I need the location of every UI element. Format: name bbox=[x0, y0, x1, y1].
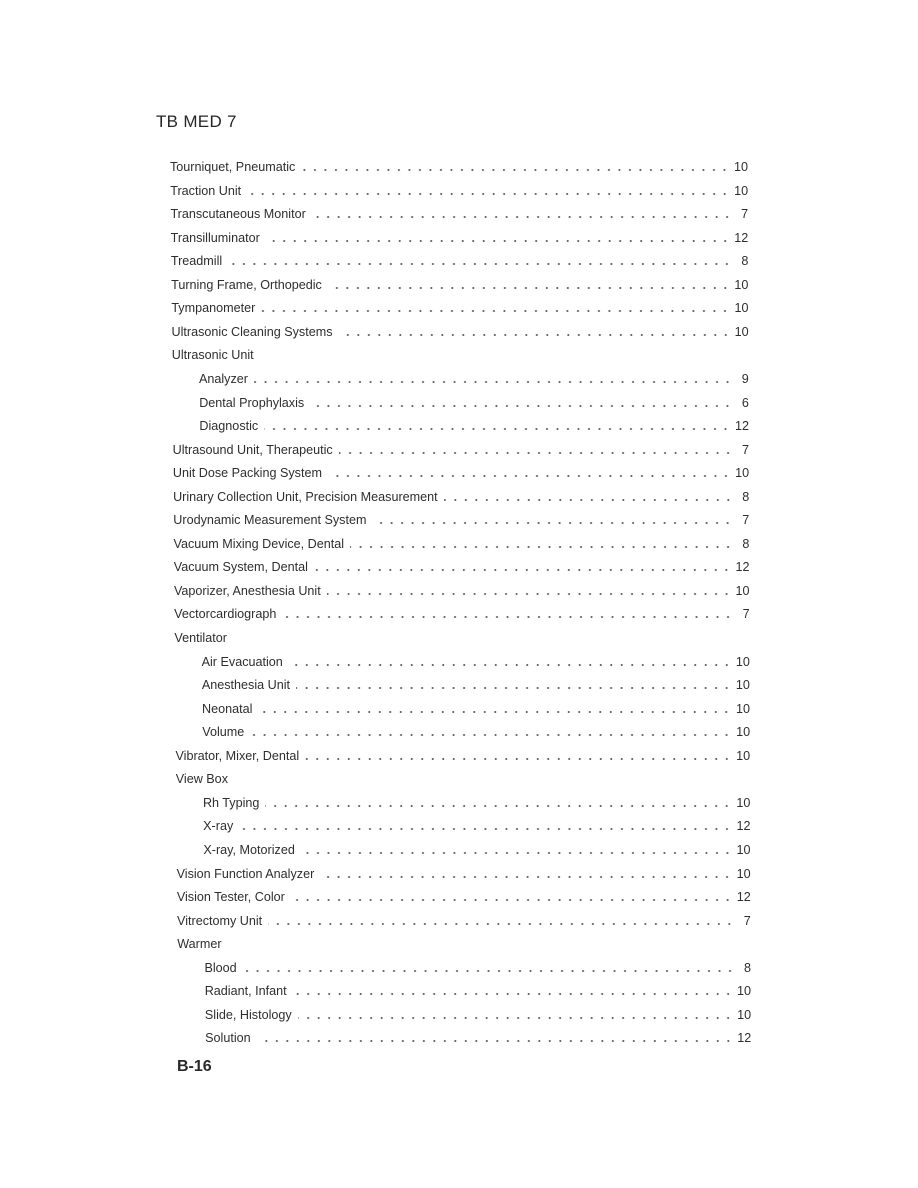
entry-page-number: 10 bbox=[734, 277, 749, 292]
entry-page-number: 10 bbox=[734, 183, 749, 198]
index-entry bbox=[177, 910, 751, 928]
entry-label: Transcutaneous Monitor bbox=[170, 207, 306, 222]
index-entry bbox=[170, 180, 748, 198]
index-heading bbox=[177, 933, 751, 951]
entry-label: Dental Prophylaxis bbox=[199, 395, 305, 410]
entry-page-number: 10 bbox=[736, 748, 751, 763]
dot-leader bbox=[289, 655, 732, 667]
entry-label: Treadmill bbox=[170, 254, 223, 269]
dot-leader bbox=[293, 984, 733, 996]
dot-leader bbox=[239, 819, 732, 831]
entry-label: Transilluminator bbox=[170, 230, 260, 245]
dot-leader bbox=[247, 184, 730, 196]
entry-label: Ultrasonic Cleaning Systems bbox=[171, 324, 333, 339]
dot-leader bbox=[328, 278, 731, 290]
index-entry bbox=[171, 274, 748, 292]
entry-label: Vacuum Mixing Device, Dental bbox=[173, 536, 345, 551]
entry-label: Neonatal bbox=[202, 701, 253, 716]
entry-page-number: 10 bbox=[737, 984, 752, 999]
index-entry bbox=[176, 745, 751, 763]
dot-leader bbox=[444, 490, 734, 502]
dot-leader bbox=[314, 560, 732, 572]
entry-page-number: 7 bbox=[742, 442, 750, 457]
entry-label: Analyzer bbox=[198, 371, 248, 386]
entry-label: Vitrectomy Unit bbox=[177, 913, 263, 928]
entry-label: Slide, Histology bbox=[204, 1007, 292, 1022]
index-heading bbox=[174, 627, 749, 645]
entry-label: Turning Frame, Orthopedic bbox=[171, 277, 322, 292]
index-entry bbox=[199, 392, 749, 410]
index-entry bbox=[174, 603, 749, 621]
entry-page-number: 12 bbox=[734, 419, 749, 434]
index-entry bbox=[173, 439, 749, 457]
dot-leader bbox=[339, 325, 731, 337]
entry-page-number: 7 bbox=[743, 913, 751, 928]
document-header: TB MED 7 bbox=[156, 112, 237, 131]
dot-leader bbox=[268, 914, 735, 926]
entry-page-number: 9 bbox=[741, 371, 749, 386]
entry-label: Ultrasonic Unit bbox=[171, 348, 254, 363]
dot-leader bbox=[312, 207, 732, 219]
entry-label: Tourniquet, Pneumatic bbox=[170, 160, 296, 174]
dot-leader bbox=[320, 867, 732, 879]
entry-page-number: 10 bbox=[735, 583, 750, 598]
index-entry bbox=[174, 580, 750, 598]
entry-page-number: 10 bbox=[736, 795, 751, 810]
entry-page-number: 10 bbox=[735, 654, 750, 669]
dot-leader bbox=[258, 702, 732, 714]
dot-leader bbox=[350, 537, 733, 549]
entry-label: Ventilator bbox=[174, 631, 227, 645]
entry-label: X-ray bbox=[203, 819, 234, 834]
entry-label: Rh Typing bbox=[202, 795, 260, 810]
entry-page-number: 10 bbox=[735, 466, 750, 481]
entry-label: View Box bbox=[175, 772, 228, 787]
entry-label: Ultrasound Unit, Therapeutic bbox=[172, 442, 333, 457]
page-number: B-16 bbox=[177, 1058, 212, 1075]
dot-leader bbox=[282, 607, 733, 619]
index-heading bbox=[176, 768, 751, 786]
index-entry bbox=[170, 156, 748, 174]
index-entry bbox=[202, 651, 750, 669]
dot-leader bbox=[265, 796, 732, 808]
dot-leader bbox=[339, 443, 733, 455]
entry-label: Air Evacuation bbox=[201, 654, 283, 669]
entry-page-number: 7 bbox=[741, 207, 749, 222]
index-entry bbox=[172, 321, 749, 339]
dot-leader bbox=[296, 678, 732, 690]
dot-leader bbox=[301, 160, 730, 172]
entry-label: Vaporizer, Anesthesia Unit bbox=[173, 583, 321, 598]
index-entry bbox=[171, 250, 748, 268]
index-entry bbox=[204, 957, 751, 975]
dot-leader bbox=[372, 513, 733, 525]
entry-page-number: 12 bbox=[736, 819, 751, 834]
index-entry bbox=[171, 297, 748, 315]
entry-label: Diagnostic bbox=[199, 419, 259, 434]
index-entry bbox=[177, 863, 751, 881]
entry-label: Urinary Collection Unit, Precision Measurement bbox=[173, 489, 438, 504]
dot-leader bbox=[264, 419, 731, 431]
entry-label: Vibrator, Mixer, Dental bbox=[175, 748, 300, 763]
dot-leader bbox=[266, 231, 730, 243]
entry-label: Vision Tester, Color bbox=[176, 890, 285, 905]
dot-leader bbox=[261, 301, 730, 313]
dot-leader bbox=[327, 584, 732, 596]
index-entry bbox=[199, 415, 749, 433]
index-entry bbox=[171, 227, 749, 245]
entry-page-number: 8 bbox=[742, 489, 750, 504]
entry-label: Volume bbox=[202, 725, 245, 740]
dot-leader bbox=[291, 890, 733, 902]
index-entry bbox=[173, 486, 749, 504]
index-entry bbox=[202, 721, 750, 739]
dot-leader bbox=[310, 396, 733, 408]
index-entry bbox=[203, 839, 750, 857]
entry-page-number: 12 bbox=[735, 560, 750, 575]
index-entry bbox=[203, 792, 750, 810]
entry-label: Vacuum System, Dental bbox=[173, 560, 308, 575]
index-entry bbox=[174, 556, 750, 574]
entry-label: Unit Dose Packing System bbox=[172, 466, 322, 481]
index-entry bbox=[202, 698, 750, 716]
dot-leader bbox=[254, 372, 733, 384]
index-entry bbox=[177, 886, 751, 904]
entry-page-number: 10 bbox=[733, 160, 748, 174]
index-entry bbox=[203, 815, 750, 833]
entry-page-number: 10 bbox=[736, 842, 751, 857]
dot-leader bbox=[298, 1008, 733, 1020]
entry-page-number: 12 bbox=[737, 1031, 752, 1046]
dot-leader bbox=[250, 725, 732, 737]
entry-label: Urodynamic Measurement System bbox=[173, 513, 367, 528]
entry-label: X-ray, Motorized bbox=[203, 842, 295, 857]
index-entry bbox=[173, 509, 749, 527]
entry-label: Solution bbox=[205, 1031, 251, 1046]
dot-leader bbox=[257, 1031, 734, 1043]
entry-page-number: 6 bbox=[741, 395, 749, 410]
entry-label: Traction Unit bbox=[170, 183, 242, 198]
index-heading bbox=[172, 344, 749, 362]
entry-page-number: 10 bbox=[734, 324, 749, 339]
index-entry bbox=[174, 533, 750, 551]
entry-label: Vectorcardiograph bbox=[174, 607, 277, 622]
entry-page-number: 10 bbox=[736, 725, 751, 740]
entry-label: Radiant, Infant bbox=[204, 984, 287, 999]
index-entry bbox=[205, 1027, 751, 1045]
index-entry bbox=[205, 980, 751, 998]
entry-label: Tympanometer bbox=[171, 301, 256, 316]
entry-page-number: 7 bbox=[742, 513, 750, 528]
index-entry bbox=[205, 1004, 751, 1022]
entry-page-number: 10 bbox=[737, 1007, 752, 1022]
index-entry bbox=[170, 203, 748, 221]
entry-page-number: 10 bbox=[734, 301, 749, 316]
entry-page-number: 12 bbox=[736, 890, 751, 905]
dot-leader bbox=[328, 466, 731, 478]
entry-label: Warmer bbox=[177, 937, 222, 952]
entry-label: Anesthesia Unit bbox=[201, 678, 291, 693]
index-entry bbox=[202, 674, 750, 692]
entry-label: Vision Function Analyzer bbox=[176, 866, 315, 881]
entry-label: Blood bbox=[204, 960, 237, 975]
dot-leader bbox=[301, 843, 733, 855]
entry-page-number: 7 bbox=[742, 607, 750, 622]
entry-page-number: 8 bbox=[743, 960, 751, 975]
index-entry bbox=[173, 462, 749, 480]
entry-page-number: 8 bbox=[741, 254, 749, 269]
entry-page-number: 10 bbox=[735, 678, 750, 693]
dot-leader bbox=[305, 749, 732, 761]
entry-page-number: 12 bbox=[734, 230, 749, 245]
entry-page-number: 10 bbox=[735, 701, 750, 716]
dot-leader bbox=[228, 254, 732, 266]
entry-page-number: 8 bbox=[742, 536, 750, 551]
dot-leader bbox=[243, 961, 735, 973]
entry-page-number: 10 bbox=[736, 866, 751, 881]
index-entry bbox=[199, 368, 749, 386]
